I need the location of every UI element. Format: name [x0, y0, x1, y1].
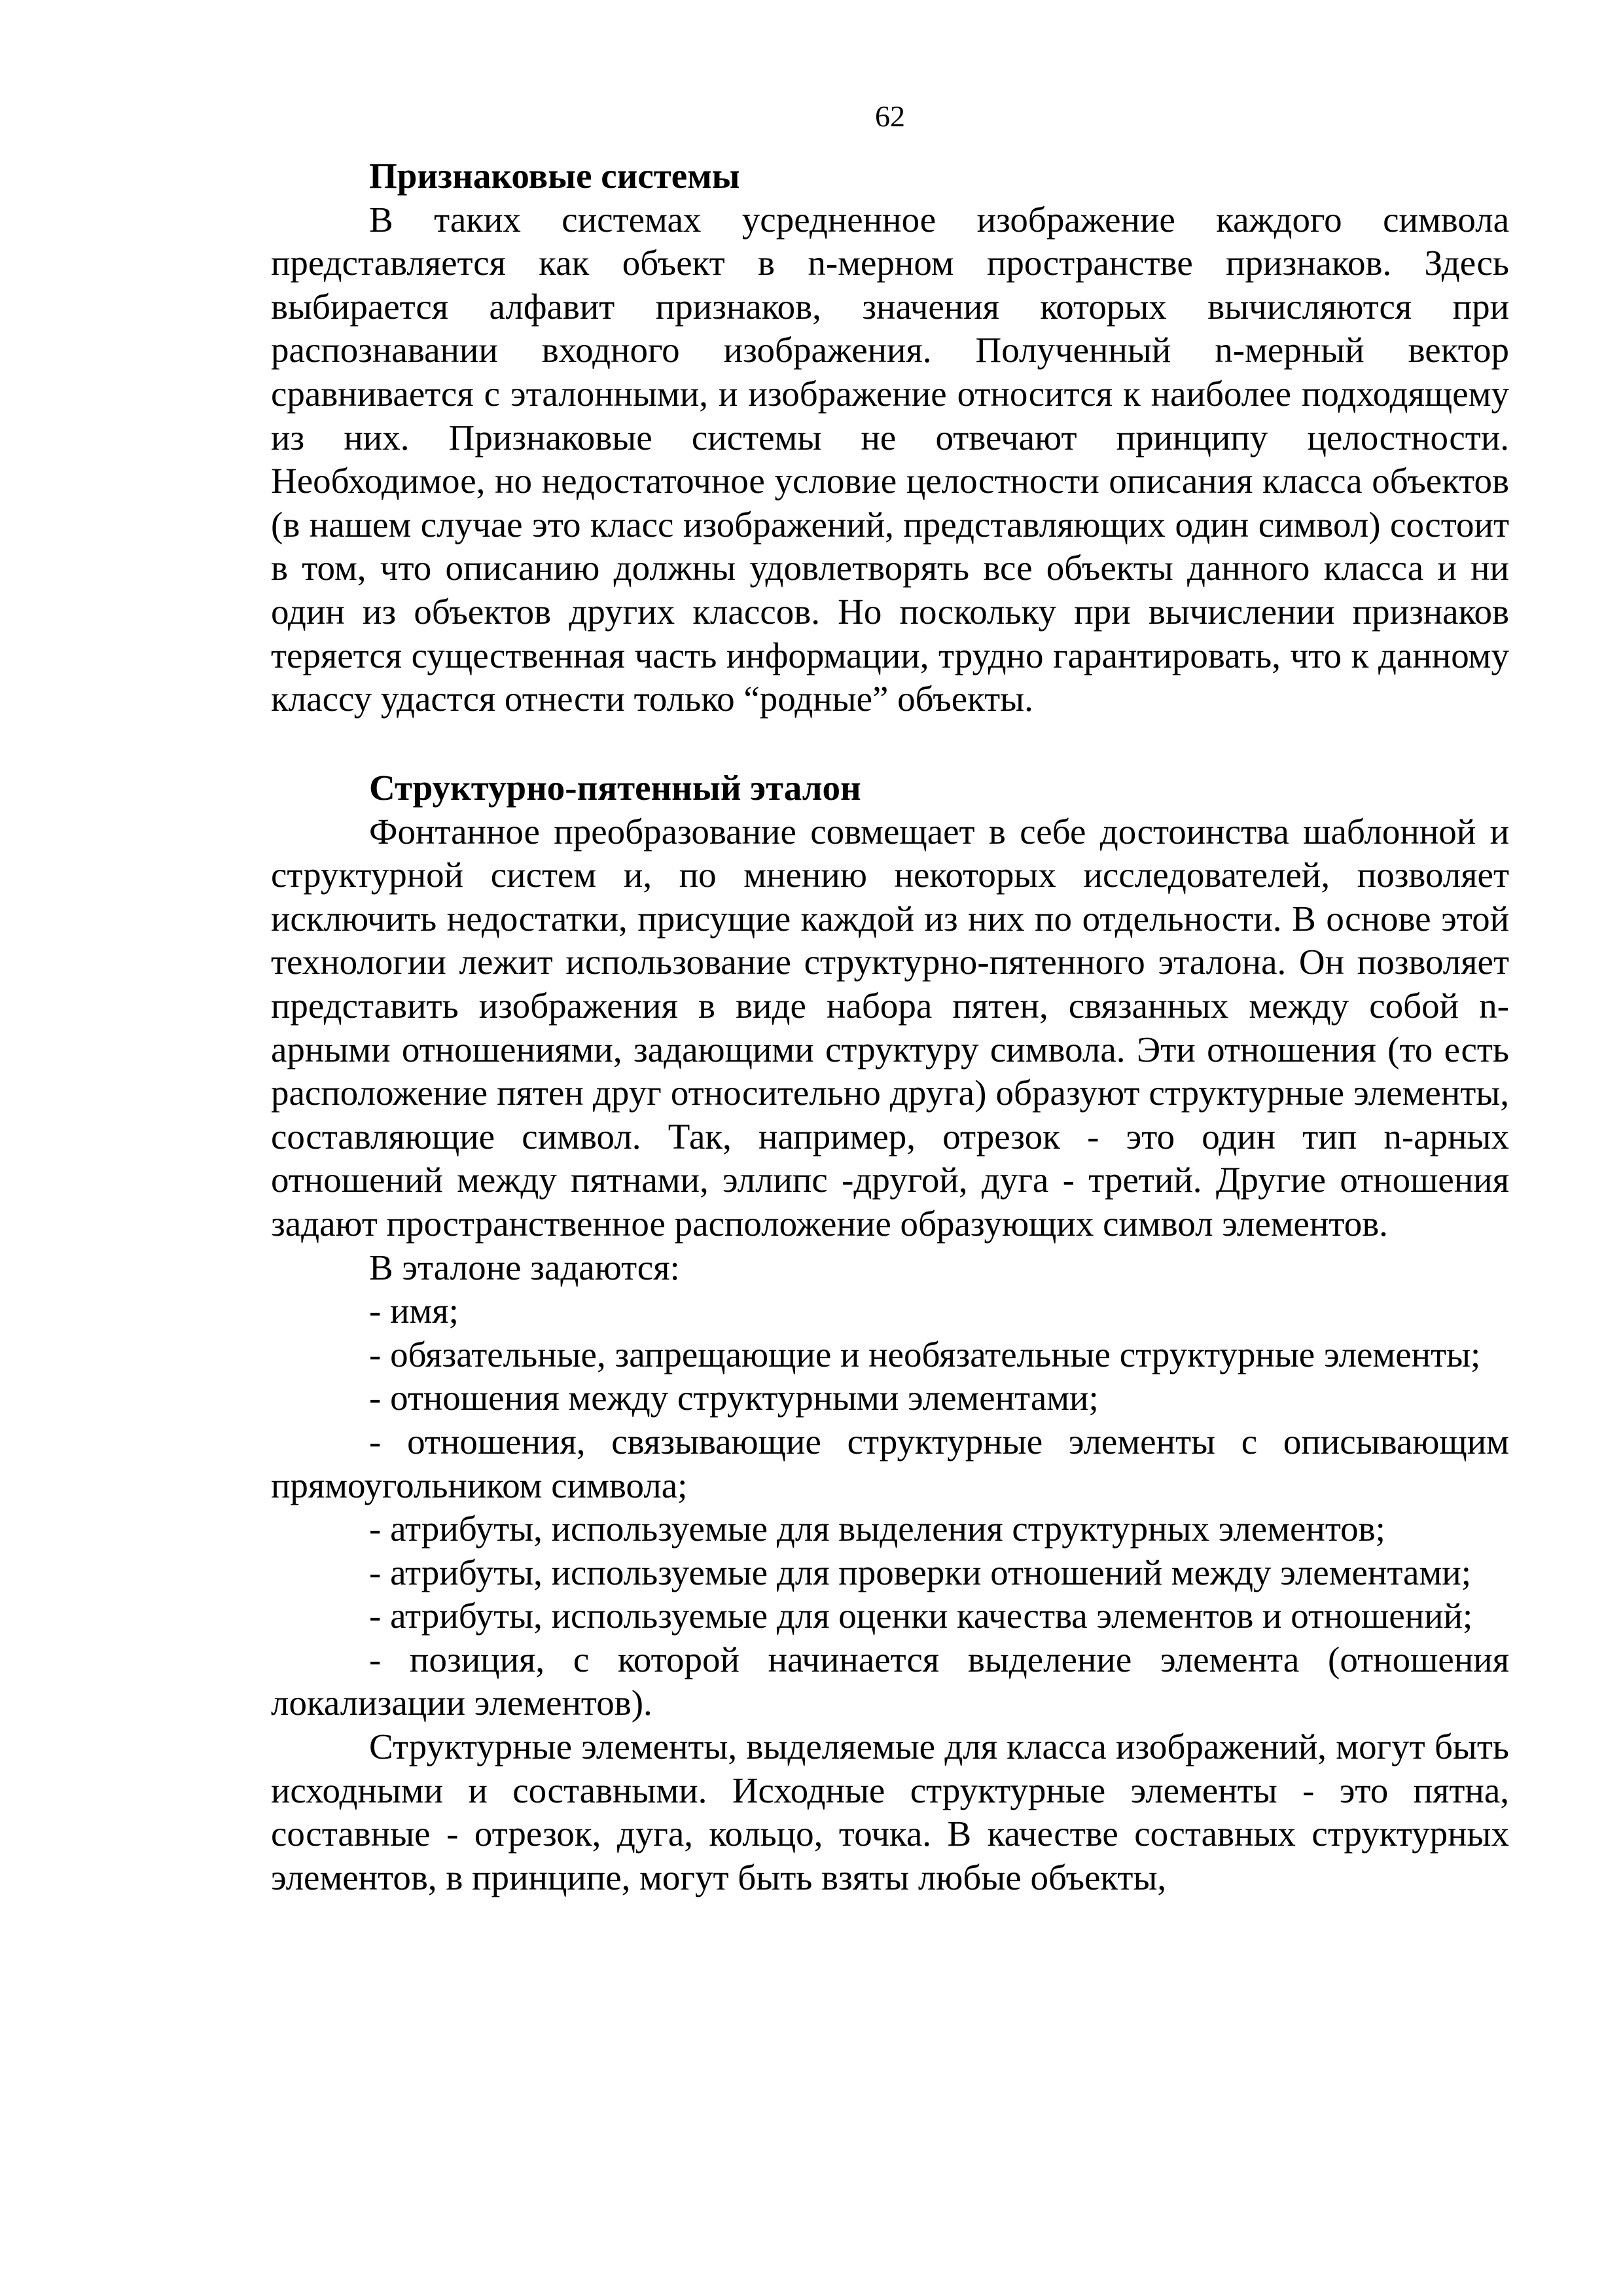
list-item: - имя;	[369, 1291, 459, 1331]
list-item: - отношения, связывающие структурные элементы с описывающим прямоугольником символа;	[271, 1421, 1509, 1505]
section-feature-systems	[271, 154, 1509, 721]
list-intro: В эталоне задаются:	[369, 1247, 680, 1287]
list-item: - атрибуты, используемые для оценки качества элементов и отношений;	[369, 1596, 1473, 1636]
list-item: - атрибуты, используемые для выделения структурных элементов;	[369, 1509, 1385, 1549]
list-item: - обязательные, запрещающие и необязательные структурные элементы;	[369, 1334, 1481, 1374]
section-heading: Признаковые системы	[369, 156, 740, 196]
list-item: - позиция, с которой начинается выделение элемента (отношения локализации элементов).	[271, 1639, 1509, 1723]
section-structural-spot-standard	[271, 766, 1509, 1899]
page-number: 62	[875, 99, 905, 133]
paragraph: В таких системах усредненное изображение каждого символа представляется как объект в n-мерном пространстве признаков. Здесь выбирается алфавит признаков, значения которых вычисляются при распознавании входного изображения. Полученный n-мерный вектор сравнивается с эталонными, и изображение относится к наиболее подходящему из них. Признаковые системы не отвечают принципу целостности. Необходимое, но недостаточное условие целостности описания класса объектов (в нашем случае это класс изображений, представляющих один символ) состоит в том, что описанию должны удовлетворять все объекты данного класса и ни один из объектов других классов. Но поскольку при вычислении признаков теряется существенная часть информации, трудно гарантировать, что к данному классу удастся отнести только “родные” объекты.	[271, 199, 1509, 719]
section-heading: Структурно-пятенный эталон	[369, 768, 861, 808]
list-item: - атрибуты, используемые для проверки отношений между элементами;	[369, 1552, 1471, 1592]
paragraph: Структурные элементы, выделяемые для класса изображений, могут быть исходными и составными. Исходные структурные элементы - это пятна, составные - отрезок, дуга, кольцо, точка. В качестве составных структурных элементов, в принципе, могут быть взяты любые объекты,	[271, 1727, 1509, 1897]
paragraph: Фонтанное преобразование совмещает в себе достоинства шаблонной и структурной систем и, по мнению некоторых исследователей, позволяет исключить недостатки, присущие каждой из них по отдельности. В основе этой технологии лежит использование структурно-пятенного эталона. Он позволяет представить изображения в виде набора пятен, связанных между собой n-арными отношениями, задающими структуру символа. Эти отношения (то есть расположение пятен друг относительно друга) образуют структурные элементы, составляющие символ. Так, например, отрезок - это один тип n-арных отношений между пятнами, эллипс -другой, дуга - третий. Другие отношения задают пространственное расположение образующих символ элементов.	[271, 811, 1509, 1244]
list-item: - отношения между структурными элементами;	[369, 1378, 1099, 1418]
